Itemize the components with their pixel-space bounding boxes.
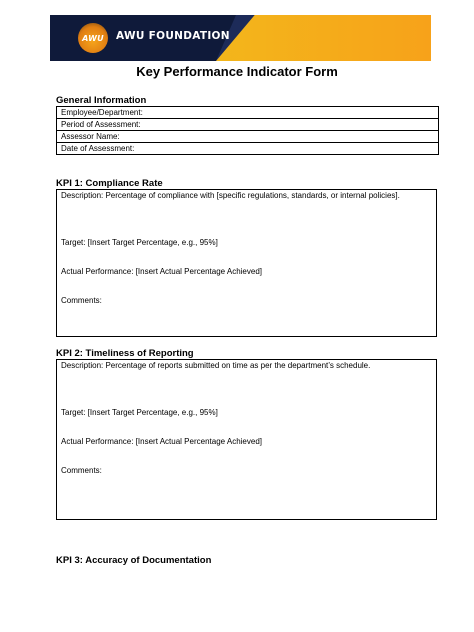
brand-name: AWU FOUNDATION xyxy=(116,30,230,42)
kpi1-target: Target: [Insert Target Percentage, e.g., 95%] xyxy=(61,238,218,247)
kpi1-actual: Actual Performance: [Insert Actual Percentage Achieved] xyxy=(61,267,262,276)
kpi2-target: Target: [Insert Target Percentage, e.g., 95%] xyxy=(61,408,218,417)
kpi2-heading: KPI 2: Timeliness of Reporting xyxy=(56,348,194,359)
logo-text: AWU xyxy=(82,33,104,43)
kpi2-actual: Actual Performance: [Insert Actual Percentage Achieved] xyxy=(61,437,262,446)
employee-department-row[interactable]: Employee/Department: xyxy=(57,107,438,119)
period-of-assessment-row[interactable]: Period of Assessment: xyxy=(57,119,438,131)
kpi1-description: Description: Percentage of compliance with [specific regulations, standards, or internal policies]. xyxy=(61,191,400,200)
assessor-name-row[interactable]: Assessor Name: xyxy=(57,131,438,143)
kpi2-box[interactable] xyxy=(56,359,437,520)
kpi3-heading: KPI 3: Accuracy of Documentation xyxy=(56,555,212,566)
general-info-table xyxy=(56,106,439,155)
header-banner xyxy=(50,15,431,61)
kpi2-description: Description: Percentage of reports submitted on time as per the department’s schedule. xyxy=(61,361,371,370)
form-title: Key Performance Indicator Form xyxy=(136,64,338,79)
kpi2-comments: Comments: xyxy=(61,466,102,475)
kpi1-comments: Comments: xyxy=(61,296,102,305)
date-of-assessment-row[interactable]: Date of Assessment: xyxy=(57,143,438,155)
foundation-logo-icon xyxy=(78,23,108,53)
kpi1-heading: KPI 1: Compliance Rate xyxy=(56,178,163,189)
general-info-heading: General Information xyxy=(56,95,147,106)
kpi1-box[interactable] xyxy=(56,189,437,337)
